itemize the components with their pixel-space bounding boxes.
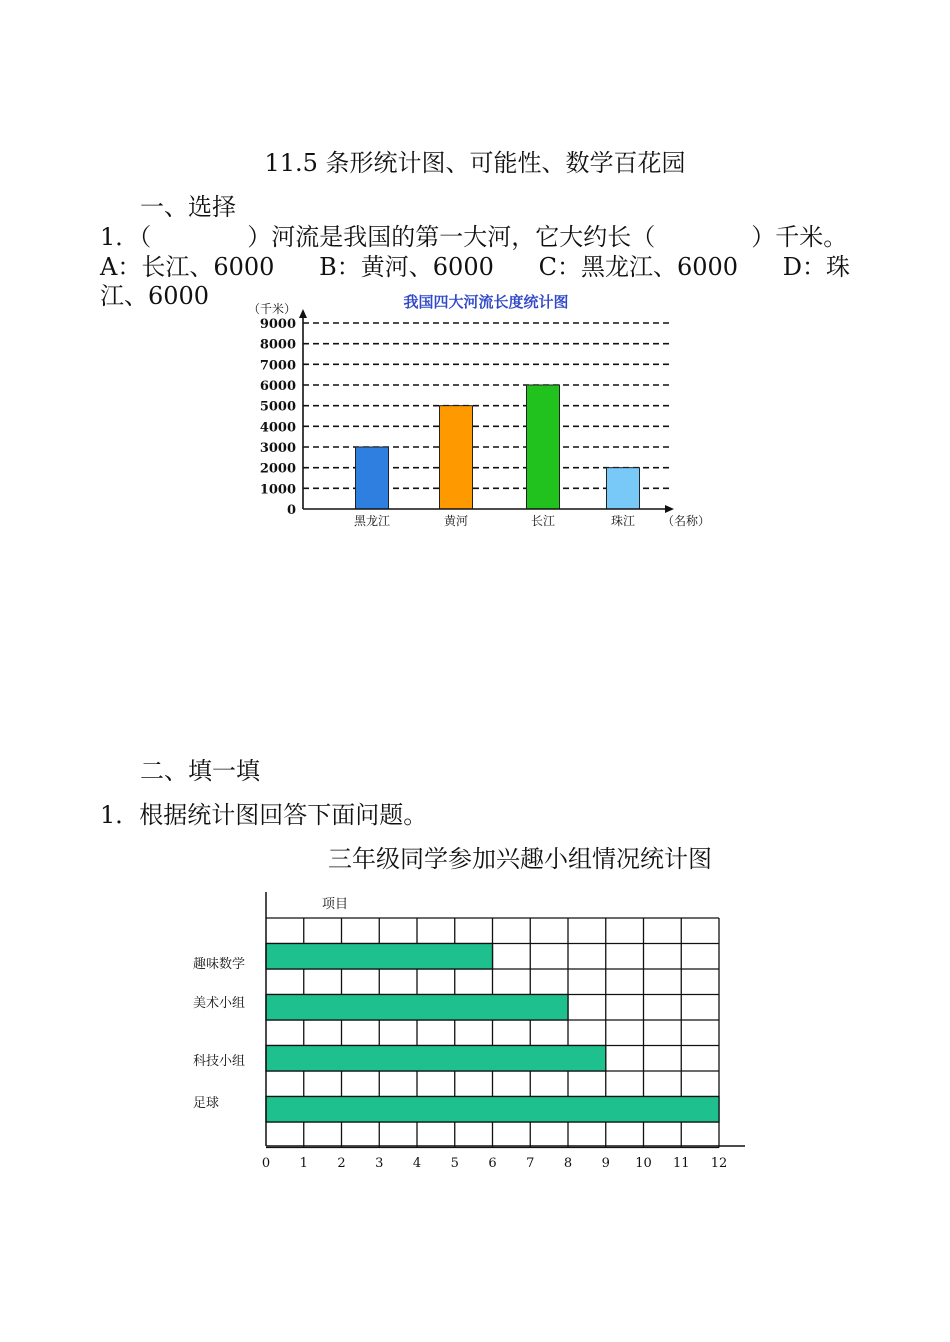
chart1-y-tick-label: 8000 — [259, 337, 296, 353]
chart2-x-tick-label: 4 — [412, 1156, 422, 1171]
chart1-bar — [440, 406, 473, 509]
chart1-bar — [356, 447, 389, 509]
chart2-x-tick-label: 6 — [488, 1156, 497, 1171]
chart1-y-tick-label: 1000 — [259, 482, 296, 498]
chart2-y-label: 项目 — [322, 897, 349, 912]
option-a: A：长江、6000 — [100, 253, 275, 281]
option-d: D：珠 — [782, 253, 850, 281]
chart1-category-label: 黄河 — [443, 514, 469, 528]
chart2-x-tick-label: 12 — [710, 1156, 728, 1171]
chart2-x-tick-label: 10 — [635, 1156, 652, 1171]
chart2-x-tick-label: 2 — [337, 1156, 346, 1171]
question-2: 1．根据统计图回答下面问题。 — [100, 801, 428, 829]
question-1: 1．（ ）河流是我国的第一大河，它大约长（ ）千米。 — [100, 223, 848, 251]
chart2-x-tick-label: 8 — [563, 1156, 573, 1171]
chart2-heading: 三年级同学参加兴趣小组情况统计图 — [328, 845, 712, 873]
chart2-x-tick-label: 5 — [450, 1156, 459, 1171]
chart2-x-tick-label: 9 — [601, 1156, 610, 1171]
chart1-y-tick-label: 9000 — [259, 317, 296, 332]
chart2-x-tick-label: 11 — [672, 1156, 690, 1171]
chart2-category-label: 美术小组 — [193, 996, 246, 1011]
chart2-category-label: 趣味数学 — [193, 957, 246, 972]
chart2-category-label: 科技小组 — [193, 1054, 246, 1069]
section-heading-choice: 一、选择 — [140, 193, 236, 221]
chart1-y-arrow — [299, 309, 307, 318]
chart2-category-label: 足球 — [193, 1096, 220, 1111]
chart1-y-tick-label: 0 — [286, 503, 296, 518]
chart2-x-tick-label: 3 — [375, 1156, 384, 1171]
chart1-y-tick-label: 2000 — [259, 461, 296, 477]
chart1-category-label: 珠江 — [610, 514, 636, 528]
chart1-category-label: 黑龙江 — [353, 514, 391, 528]
option-b: B：黄河、6000 — [319, 253, 494, 281]
chart2-x-tick-label: 0 — [261, 1156, 271, 1171]
chart1-y-tick-label: 6000 — [259, 379, 296, 394]
chart1-y-tick-label: 4000 — [259, 420, 296, 436]
chart2-x-tick-label: 7 — [526, 1156, 535, 1171]
chart1-y-unit: （千米） — [248, 302, 297, 316]
chart1-bar — [607, 468, 640, 509]
option-d-continued: 江、6000 — [100, 282, 210, 310]
page-title: 11.5 条形统计图、可能性、数学百花园 — [264, 149, 686, 177]
chart1-x-arrow — [665, 505, 674, 513]
chart1-category-label: 长江 — [530, 514, 556, 528]
chart1-y-tick-label: 7000 — [259, 358, 296, 374]
chart1-title: 我国四大河流长度统计图 — [403, 293, 569, 311]
chart1-x-unit: （名称） — [662, 514, 711, 528]
chart2-x-tick-label: 1 — [299, 1156, 308, 1171]
option-c: C：黑龙江、6000 — [538, 253, 739, 281]
section-heading-fill: 二、填一填 — [140, 757, 260, 785]
chart1-bar — [527, 385, 560, 509]
chart1-y-tick-label: 5000 — [259, 399, 296, 415]
chart1-y-tick-label: 3000 — [259, 441, 296, 456]
